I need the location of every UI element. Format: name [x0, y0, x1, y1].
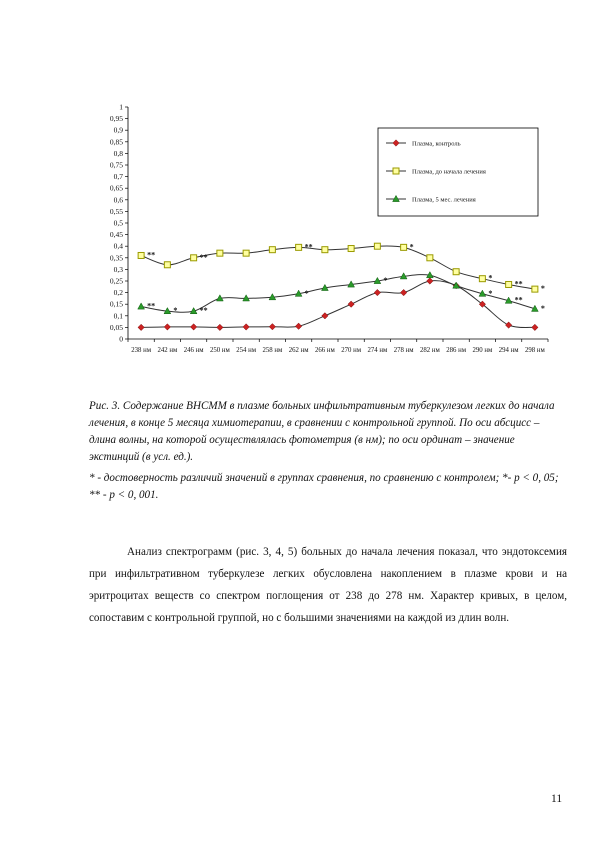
data-point — [269, 324, 275, 330]
data-point — [295, 323, 301, 329]
x-tick-label: 254 нм — [236, 347, 257, 354]
data-point — [532, 286, 538, 292]
x-tick-label: 266 нм — [314, 347, 335, 354]
significance-label: * — [383, 276, 388, 285]
data-point — [138, 252, 144, 258]
y-tick-label: 0 — [119, 334, 123, 344]
significance-note: * - достоверность различий значений в группах сравнения, по сравнению с контролем; *- р < 0, 05; ** - р < 0, 001. — [89, 472, 559, 501]
y-tick-label: 0,9 — [113, 125, 123, 135]
y-tick-label: 0,3 — [113, 264, 123, 274]
data-point — [217, 324, 223, 330]
significance-label: * — [409, 242, 414, 252]
data-point — [374, 289, 380, 295]
significance-label: ** — [147, 301, 156, 311]
y-tick-label: 1 — [119, 102, 123, 112]
chart-svg — [88, 98, 558, 360]
figure-caption: Рис. 3. Содержание ВНСММ в плазме больных инфильтративным туберкулезом легких до начала лечения, в конце 5 месяца химиотерапии, в сравнении с контрольной группой. По оси абсцисс – длина волны, на которой осуществлялась фотометрия (в нм); по оси ординат – значение экстинций (в усл. ед.). — [89, 400, 555, 463]
x-tick-label: 262 нм — [288, 347, 309, 354]
data-point — [427, 278, 433, 284]
y-tick-label: 0,4 — [113, 241, 123, 251]
data-point — [479, 276, 485, 282]
data-point — [453, 269, 459, 275]
chart-series — [138, 242, 545, 330]
data-point — [401, 244, 407, 250]
y-tick-label: 0,6 — [113, 195, 123, 205]
x-tick-label: 258 нм — [262, 347, 283, 354]
significance-label: * — [173, 306, 178, 316]
legend-label: Плазма, 5 мес. лечения — [412, 196, 476, 204]
y-tick-label: 0,7 — [113, 172, 123, 182]
body-paragraph: Анализ спектрограмм (рис. 3, 4, 5) больных до начала лечения показал, что эндотоксемия при инфильтративном туберкулезе легких обусловлена накоплением в плазме крови и на эритроцитах веществ со спектром поглощения от 238 до 278 нм. Характер кривых, в целом, сопоставим с контрольной группой, но с большими значениями на каждой из длин волн. — [89, 546, 567, 624]
y-tick-label: 0,15 — [109, 299, 123, 309]
significance-label: ** — [514, 279, 523, 289]
x-tick-label: 290 нм — [472, 347, 493, 354]
data-point — [269, 247, 275, 253]
data-point — [322, 313, 328, 319]
y-tick-label: 0,35 — [109, 253, 123, 263]
legend-label: Плазма, контроль — [412, 140, 461, 148]
significance-label: * — [304, 288, 309, 298]
data-point — [505, 322, 511, 328]
data-point — [374, 243, 380, 249]
significance-label: ** — [147, 250, 156, 260]
x-tick-label: 238 нм — [131, 347, 152, 354]
significance-label: * — [488, 288, 493, 298]
y-tick-label: 0,45 — [109, 230, 123, 240]
data-point — [348, 301, 354, 307]
y-tick-label: 0,2 — [113, 288, 123, 298]
page-number: 11 — [551, 793, 563, 805]
data-point — [164, 262, 170, 268]
significance-label: * — [540, 284, 545, 294]
data-point — [243, 324, 249, 330]
data-point — [138, 303, 145, 309]
chart-legend — [378, 128, 538, 216]
x-tick-label: 278 нм — [393, 347, 414, 354]
significance-label: ** — [514, 295, 523, 305]
significance-label: * — [540, 303, 545, 313]
y-tick-label: 0,55 — [109, 206, 123, 216]
x-tick-label: 294 нм — [498, 347, 519, 354]
x-tick-label: 286 нм — [446, 347, 467, 354]
x-tick-label: 298 нм — [524, 347, 545, 354]
significance-label: ** — [199, 306, 208, 316]
y-tick-label: 0,5 — [113, 218, 123, 228]
data-point — [190, 324, 196, 330]
y-tick-label: 0,8 — [113, 148, 123, 158]
significance-label: ** — [304, 242, 313, 252]
x-tick-label: 270 нм — [341, 347, 362, 354]
y-tick-label: 0,85 — [109, 137, 123, 147]
data-point — [243, 250, 249, 256]
x-tick-label: 250 нм — [209, 347, 230, 354]
data-point — [322, 247, 328, 253]
absorption-spectrum-chart — [88, 98, 558, 360]
x-tick-label: 242 нм — [157, 347, 178, 354]
data-point — [191, 255, 197, 261]
data-point — [400, 289, 406, 295]
x-tick-label: 274 нм — [367, 347, 388, 354]
y-tick-label: 0,95 — [109, 114, 123, 124]
data-point — [138, 324, 144, 330]
data-point — [217, 250, 223, 256]
y-tick-label: 0,65 — [109, 183, 123, 193]
y-tick-label: 0,75 — [109, 160, 123, 170]
data-point — [164, 324, 170, 330]
y-tick-label: 0,25 — [109, 276, 123, 286]
data-point — [348, 246, 354, 252]
legend-label: Плазма, до начала лечения — [412, 168, 486, 176]
series-line — [141, 281, 535, 328]
data-point — [296, 244, 302, 250]
data-point — [506, 281, 512, 287]
data-point — [427, 255, 433, 261]
x-tick-label: 246 нм — [183, 347, 204, 354]
significance-label: ** — [199, 252, 208, 262]
legend-marker — [393, 168, 399, 174]
significance-label: * — [488, 273, 493, 283]
y-tick-label: 0,1 — [113, 311, 123, 321]
data-point — [532, 324, 538, 330]
y-tick-label: 0,05 — [109, 322, 123, 332]
x-tick-label: 282 нм — [419, 347, 440, 354]
